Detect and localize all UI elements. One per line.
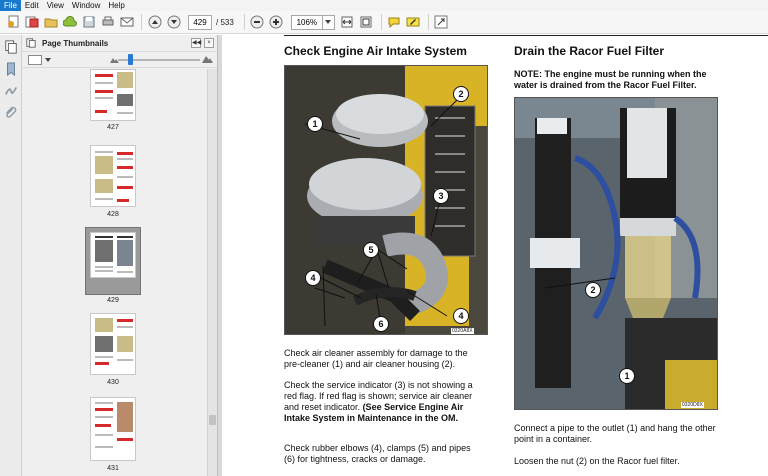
paragraph-service-indicator bbox=[284, 380, 484, 424]
expand-tools-icon[interactable] bbox=[433, 14, 450, 31]
photo-code: 0320D8X bbox=[682, 402, 703, 408]
fuel-filter-illustration bbox=[515, 98, 718, 410]
paragraph-text: Check the service indicator (3) is not showing a red flag. If red flag is shown; service air cleaner and reset indicator. bbox=[284, 380, 473, 412]
thumbnail-label: 427 bbox=[107, 124, 119, 131]
menu-help[interactable]: Help bbox=[108, 1, 125, 10]
signatures-icon[interactable] bbox=[3, 83, 19, 99]
chevron-down-icon bbox=[325, 20, 331, 24]
cloud-upload-icon[interactable] bbox=[61, 14, 78, 31]
zoom-level-input[interactable]: 106% bbox=[291, 15, 323, 30]
page-number-input[interactable]: 429 bbox=[188, 15, 212, 30]
close-panel-button[interactable]: × bbox=[204, 38, 214, 48]
create-pdf-icon[interactable] bbox=[4, 14, 21, 31]
panel-tools bbox=[22, 52, 217, 68]
callout-4b: 4 bbox=[453, 308, 469, 324]
navigation-rail bbox=[0, 35, 22, 476]
panel-title: Page Thumbnails bbox=[42, 38, 109, 48]
menu-bar bbox=[0, 0, 768, 11]
paragraph-rubber-elbows: Check rubber elbows (4), clamps (5) and pipes (6) for tightness, cracks or damage. bbox=[284, 443, 471, 464]
callout-5: 5 bbox=[363, 242, 379, 258]
note-text: NOTE: The engine must be running when the water is drained from the Racor Fuel Filter. bbox=[514, 69, 707, 90]
pdf-page bbox=[222, 35, 768, 476]
combine-files-icon[interactable] bbox=[23, 14, 40, 31]
right-heading: Drain the Racor Fuel Filter bbox=[514, 44, 665, 58]
open-folder-icon[interactable] bbox=[42, 14, 59, 31]
left-heading: Check Engine Air Intake System bbox=[284, 44, 467, 58]
large-thumbnail-icon[interactable] bbox=[202, 55, 213, 63]
page-thumbnail-429[interactable] bbox=[90, 232, 136, 278]
thumbnail-label: 429 bbox=[107, 297, 119, 304]
menu-edit[interactable]: Edit bbox=[24, 1, 39, 10]
print-icon[interactable] bbox=[99, 14, 116, 31]
page-thumbnail-428[interactable] bbox=[90, 145, 136, 207]
page-total bbox=[216, 18, 234, 27]
menu-window[interactable]: Window bbox=[71, 1, 101, 10]
previous-page-icon[interactable] bbox=[146, 14, 163, 31]
toolbar-divider bbox=[141, 14, 142, 30]
page-thumbnail-430[interactable] bbox=[90, 313, 136, 375]
toolbar bbox=[0, 11, 768, 34]
total-pages: 533 bbox=[220, 17, 234, 27]
thumbnail-label: 428 bbox=[107, 211, 119, 218]
toolbar-divider bbox=[428, 14, 429, 30]
thumbnails-header-icon bbox=[26, 38, 36, 48]
callout-1: 1 bbox=[307, 116, 323, 132]
email-icon[interactable] bbox=[118, 14, 135, 31]
highlight-icon[interactable] bbox=[405, 14, 422, 31]
menu-view[interactable]: View bbox=[46, 1, 64, 10]
comment-icon[interactable] bbox=[386, 14, 403, 31]
collapse-panel-button[interactable]: ◀◀ bbox=[192, 40, 202, 46]
paragraph-connect-pipe: Connect a pipe to the outlet (1) and hang the other point in a container. bbox=[514, 423, 716, 444]
callout-3: 3 bbox=[433, 188, 449, 204]
fuel-filter-photo bbox=[514, 97, 718, 410]
next-page-icon[interactable] bbox=[165, 14, 182, 31]
page-thumbnail-427[interactable] bbox=[90, 69, 136, 121]
chevron-down-icon[interactable] bbox=[45, 58, 51, 62]
attachments-icon[interactable] bbox=[3, 105, 19, 121]
paragraph-reference: (See Service Engine Air Intake System in Maintenance in the OM. bbox=[284, 402, 464, 423]
thumbnail-label: 430 bbox=[107, 379, 119, 386]
callout-2: 2 bbox=[453, 86, 469, 102]
air-intake-illustration bbox=[285, 66, 488, 335]
toolbar-divider bbox=[381, 14, 382, 30]
paragraph-loosen-nut: Loosen the nut (2) on the Racor fuel filter. bbox=[514, 456, 680, 466]
panel-header bbox=[22, 35, 217, 52]
toolbar-divider bbox=[244, 14, 245, 30]
thumbnail-scrollbar-thumb[interactable] bbox=[209, 415, 216, 425]
zoom-in-icon[interactable] bbox=[268, 14, 285, 31]
callout-6: 6 bbox=[373, 316, 389, 332]
zoom-out-icon[interactable] bbox=[249, 14, 266, 31]
photo-code: 0320A8X bbox=[452, 328, 473, 334]
page-thumbnail-431[interactable] bbox=[90, 397, 136, 461]
bookmarks-icon[interactable] bbox=[3, 61, 19, 77]
air-intake-photo bbox=[284, 65, 488, 335]
thumbnails-panel bbox=[22, 35, 218, 476]
callout-4: 4 bbox=[305, 270, 321, 286]
options-menu-icon[interactable] bbox=[28, 55, 42, 65]
page-separator: / bbox=[216, 17, 219, 27]
zoom-dropdown[interactable] bbox=[323, 15, 335, 30]
fit-width-icon[interactable] bbox=[339, 14, 356, 31]
page-thumbnails-icon[interactable] bbox=[3, 39, 19, 55]
callout-1-filter: 1 bbox=[619, 368, 635, 384]
thumbnail-label: 431 bbox=[107, 465, 119, 472]
thumbnail-size-slider[interactable] bbox=[128, 54, 133, 65]
callout-2-filter: 2 bbox=[585, 282, 601, 298]
document-gutter bbox=[218, 35, 222, 476]
menu-file[interactable]: File bbox=[0, 0, 21, 11]
page-rule bbox=[284, 35, 768, 36]
save-icon[interactable] bbox=[80, 14, 97, 31]
thumbnail-list bbox=[22, 69, 208, 476]
paragraph-air-cleaner: Check air cleaner assembly for damage to the pre-cleaner (1) and air cleaner housing (2). bbox=[284, 348, 468, 369]
fit-page-icon[interactable] bbox=[358, 14, 375, 31]
thumbnail-scrollbar[interactable] bbox=[207, 69, 217, 476]
